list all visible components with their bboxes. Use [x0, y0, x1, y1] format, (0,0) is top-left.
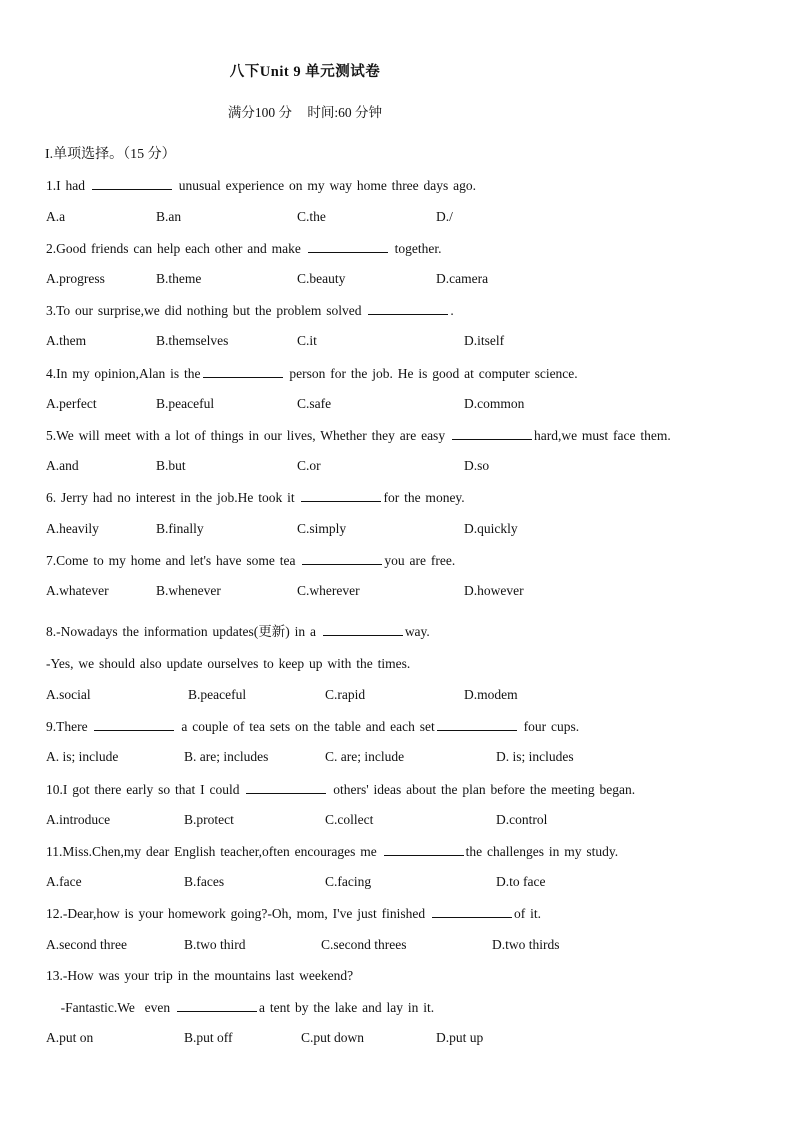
option-c[interactable]: C. are; include — [325, 749, 405, 764]
option-c[interactable]: C.rapid — [325, 687, 366, 702]
question-7: 7.Come to my home and let's have some tea you are free. — [46, 553, 456, 568]
option-c[interactable]: C.or — [297, 458, 321, 473]
option-a[interactable]: A.second three — [46, 937, 127, 952]
option-d[interactable]: D.camera — [436, 271, 489, 286]
question-5: 5.We will meet with a lot of things in our lives, Whether they are easy hard,we must face them. — [46, 428, 671, 443]
option-c[interactable]: C.facing — [325, 874, 372, 889]
page-title: 八下Unit 9 单元测试卷 — [229, 64, 381, 80]
option-c[interactable]: C.put down — [301, 1030, 365, 1045]
option-c[interactable]: C.safe — [297, 396, 332, 411]
answer-blank[interactable] — [246, 781, 326, 794]
option-d[interactable]: D.common — [464, 396, 525, 411]
option-d[interactable]: D.put up — [436, 1030, 484, 1045]
option-b[interactable]: B.theme — [156, 271, 202, 286]
option-b[interactable]: B.peaceful — [156, 396, 215, 411]
answer-blank[interactable] — [302, 552, 382, 565]
option-a[interactable]: A.them — [46, 333, 87, 348]
option-a[interactable]: A.social — [46, 687, 91, 702]
question-10: 10.I got there early so that I could others' ideas about the plan before the meeting began. — [46, 782, 636, 797]
question-8-response: -Yes, we should also update ourselves to keep up with the times. — [46, 656, 411, 671]
question-1: 1.I had unusual experience on my way home three days ago. — [46, 178, 477, 193]
full-score: 满分100 分 — [227, 105, 293, 120]
option-d[interactable]: D.two thirds — [492, 937, 560, 952]
time-limit: 时间:60 分钟 — [307, 105, 383, 120]
option-a[interactable]: A.progress — [46, 271, 105, 286]
option-d[interactable]: D.itself — [464, 333, 505, 348]
section-title: I.单项选择。（15 分） — [45, 147, 176, 162]
option-d[interactable]: D.modem — [464, 687, 518, 702]
question-8: 8.-Nowadays the information updates(更新) in a way. — [46, 624, 430, 639]
question-3: 3.To our surprise,we did nothing but the problem solved . — [46, 303, 454, 318]
option-d[interactable]: D.to face — [496, 874, 546, 889]
question-2: 2.Good friends can help each other and make together. — [46, 241, 442, 256]
option-b[interactable]: B.whenever — [156, 583, 221, 598]
answer-blank[interactable] — [432, 905, 512, 918]
option-c[interactable]: C.beauty — [297, 271, 346, 286]
option-b[interactable]: B.peaceful — [188, 687, 247, 702]
option-b[interactable]: B.themselves — [156, 333, 229, 348]
option-a[interactable]: A.whatever — [46, 583, 109, 598]
option-a[interactable]: A. is; include — [46, 749, 119, 764]
option-b[interactable]: B.two third — [184, 937, 246, 952]
option-b[interactable]: B.finally — [156, 521, 204, 536]
option-a[interactable]: A.put on — [46, 1030, 94, 1045]
option-c[interactable]: C.simply — [297, 521, 347, 536]
question-11: 11.Miss.Chen,my dear English teacher,often encourages me the challenges in my study. — [46, 844, 619, 859]
option-d[interactable]: D.control — [496, 812, 548, 827]
option-c[interactable]: C.second threes — [321, 937, 407, 952]
option-a[interactable]: A.and — [46, 458, 79, 473]
option-c[interactable]: C.wherever — [297, 583, 360, 598]
option-d[interactable]: D.however — [464, 583, 524, 598]
option-a[interactable]: A.a — [46, 209, 66, 224]
question-6: 6. Jerry had no interest in the job.He took it for the money. — [46, 490, 465, 505]
answer-blank[interactable] — [94, 718, 174, 731]
option-c[interactable]: C.it — [297, 333, 317, 348]
answer-blank[interactable] — [384, 843, 464, 856]
question-13-response: -Fantastic.We even a tent by the lake and lay in it. — [46, 1000, 435, 1015]
answer-blank[interactable] — [203, 365, 283, 378]
answer-blank[interactable] — [308, 240, 388, 253]
option-a[interactable]: A.face — [46, 874, 82, 889]
answer-blank[interactable] — [177, 999, 257, 1012]
answer-blank[interactable] — [323, 623, 403, 636]
question-12: 12.-Dear,how is your homework going?-Oh, mom, I've just finished of it. — [46, 906, 541, 921]
answer-blank[interactable] — [92, 177, 172, 190]
option-b[interactable]: B.protect — [184, 812, 234, 827]
answer-blank[interactable] — [437, 718, 517, 731]
option-d[interactable]: D. is; includes — [496, 749, 574, 764]
option-c[interactable]: C.the — [297, 209, 326, 224]
option-b[interactable]: B. are; includes — [184, 749, 269, 764]
question-4: 4.In my opinion,Alan is the person for the job. He is good at computer science. — [46, 366, 578, 381]
answer-blank[interactable] — [301, 489, 381, 502]
option-d[interactable]: D./ — [436, 209, 453, 224]
exam-info — [0, 101, 610, 121]
answer-blank[interactable] — [452, 427, 532, 440]
option-b[interactable]: B.put off — [184, 1030, 233, 1045]
option-d[interactable]: D.quickly — [464, 521, 518, 536]
option-d[interactable]: D.so — [464, 458, 490, 473]
option-c[interactable]: C.collect — [325, 812, 374, 827]
option-b[interactable]: B.but — [156, 458, 186, 473]
answer-blank[interactable] — [368, 302, 448, 315]
question-9: 9.There a couple of tea sets on the table and each set four cups. — [46, 719, 580, 734]
option-a[interactable]: A.heavily — [46, 521, 99, 536]
option-b[interactable]: B.an — [156, 209, 182, 224]
question-13: 13.-How was your trip in the mountains last weekend? — [46, 968, 354, 983]
option-a[interactable]: A.perfect — [46, 396, 97, 411]
option-a[interactable]: A.introduce — [46, 812, 111, 827]
option-b[interactable]: B.faces — [184, 874, 225, 889]
